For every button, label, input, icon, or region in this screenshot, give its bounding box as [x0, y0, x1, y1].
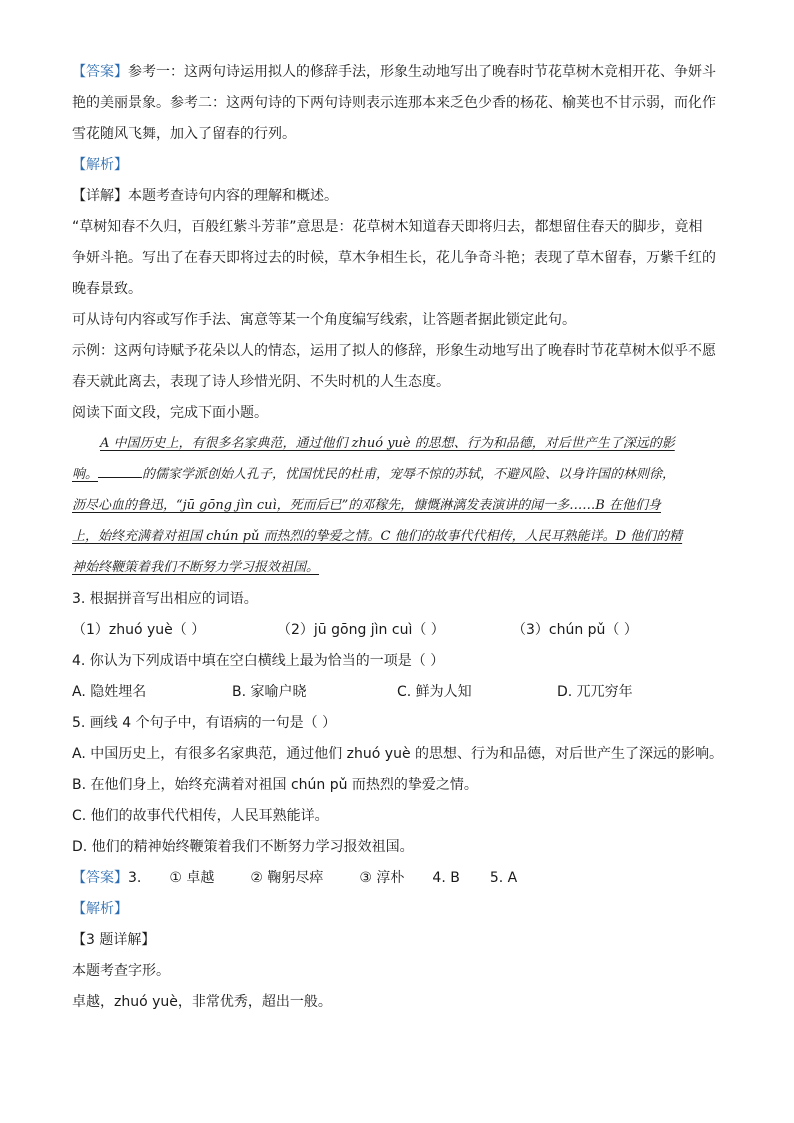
answer-line-2: 艳的美丽景象。参考二：这两句诗的下两句诗则表示连那本来乏色少香的杨花、榆荚也不甘示弱，而化作	[72, 95, 716, 111]
q3-stem: 3. 根据拼音写出相应的词语。	[72, 591, 258, 607]
q5-option-a: A. 中国历史上，有很多名家典范，通过他们 zhuó yuè 的思想、行为和品德，对后世产生了深远的影响。	[72, 746, 724, 762]
answer-4: 4. B	[432, 870, 460, 886]
detail-line-4: 晚春景致。	[72, 281, 142, 297]
detail-line-2: “草树知春不久归，百般红紫斗芳菲”意思是：花草树木知道春天即将归去，都想留住春天的脚步，竟相	[72, 219, 703, 235]
detail-line-1: 【详解】本题考查诗句内容的理解和概述。	[72, 188, 338, 204]
detail-line-7: 春天就此离去，表现了诗人珍惜光阴、不失时机的人生态度。	[72, 374, 450, 390]
q3-item-1: （1）zhuó yuè（ ）	[72, 622, 206, 638]
passage-line-2: 响。 的儒家学派创始人孔子，忧国忧民的杜甫，宠辱不惊的苏轼，不避风险、以身许国的林则徐，	[72, 467, 676, 482]
passage-line-5: 神始终鞭策着我们不断努力学习报效祖国。	[72, 560, 320, 575]
q4-option-b: B. 家喻户晓	[232, 684, 307, 700]
answer-3-1: ① 卓越	[169, 870, 215, 886]
detail-line-5: 可从诗句内容或写作手法、寓意等某一个角度编写线索，让答题者据此锁定此句。	[72, 312, 576, 328]
document-page	[72, 62, 722, 1023]
q3-item-3: （3）chún pǔ（ ）	[512, 622, 638, 638]
q4-option-a: A. 隐姓埋名	[72, 684, 147, 700]
q5-stem: 5. 画线 4 个句子中，有语病的一句是（ ）	[72, 715, 337, 731]
detail-line-6: 示例：这两句诗赋予花朵以人的情态，运用了拟人的修辞，形象生动地写出了晚春时节花草树木似乎不愿	[72, 343, 716, 359]
analysis-heading: 【解析】	[72, 157, 128, 173]
detail-line-8: 阅读下面文段，完成下面小题。	[72, 405, 268, 421]
answer-5: 5. A	[489, 870, 518, 886]
answer-3-3: ③ 淳朴	[359, 870, 405, 886]
answer-3-2: ② 鞠躬尽瘁	[250, 870, 324, 886]
q4-option-c: C. 鲜为人知	[397, 684, 472, 700]
detail-line-3: 争妍斗艳。写出了在春天即将过去的时候，草木争相生长，花儿争奇斗艳；表现了草木留春，万紫千红的	[72, 250, 716, 266]
answer-line-1: 【答案】参考一：这两句诗运用拟人的修辞手法，形象生动地写出了晚春时节花草树木竞相开花、争妍斗	[72, 64, 716, 80]
answer-tag-2: 【答案】	[72, 870, 128, 886]
passage-line-1: A 中国历史上，有很多名家典范，通过他们 zhuó yuè 的思想、行为和品德，对后世产生了深远的影	[100, 436, 675, 451]
q5-option-b: B. 在他们身上，始终充满着对祖国 chún pǔ 而热烈的挚爱之情。	[72, 777, 478, 793]
detail3-heading: 【3 题详解】	[72, 932, 156, 948]
answer-line-3: 雪花随风飞舞，加入了留春的行列。	[72, 126, 296, 142]
answer-tag: 【答案】	[72, 64, 128, 80]
q3-item-2: （2）jū gōng jìn cuì（ ）	[277, 622, 445, 638]
fill-blank	[98, 465, 142, 478]
q5-option-d: D. 他们的精神始终鞭策着我们不断努力学习报效祖国。	[72, 839, 414, 855]
q4-option-d: D. 兀兀穷年	[557, 684, 633, 700]
passage-line-3: 沥尽心血的鲁迅，“jū gōng jìn cuì，死而后已”的邓稼先，慷慨淋漓发表演讲的闻一多……B 在他们身	[72, 498, 661, 513]
q4-stem: 4. 你认为下列成语中填在空白横线上最为恰当的一项是（ ）	[72, 653, 445, 669]
q3-items	[72, 620, 722, 651]
passage-line-4: 上，始终充满着对祖国 chún pǔ 而热烈的挚爱之情。C 他们的故事代代相传，人民耳熟能详。D 他们的精	[72, 529, 683, 544]
analysis-heading-2: 【解析】	[72, 901, 128, 917]
answer-summary: 【答案】3. ① 卓越 ② 鞠躬尽瘁 ③ 淳朴 4. B 5. A	[72, 870, 518, 886]
q5-option-c: C. 他们的故事代代相传，人民耳熟能详。	[72, 808, 329, 824]
detail3-line-1: 本题考查字形。	[72, 963, 170, 979]
detail3-line-2: 卓越，zhuó yuè，非常优秀，超出一般。	[72, 994, 332, 1010]
q4-options	[72, 682, 722, 713]
